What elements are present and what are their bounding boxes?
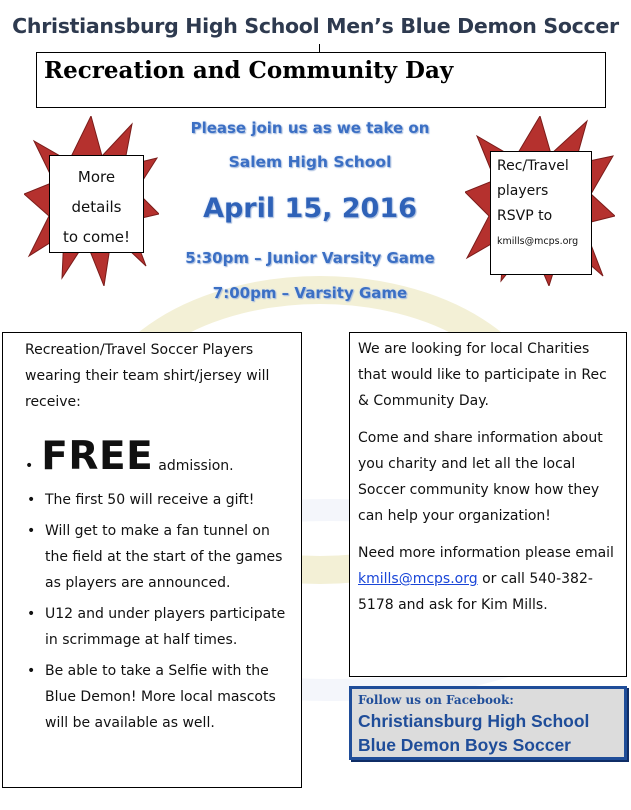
players-intro: Recreation/Travel Soccer Players wearing their team shirt/jersey will receive: <box>25 342 270 410</box>
charities-para-2: Come and share information about you charity and let all the local Soccer community know how they can help your organization! <box>358 430 603 524</box>
callout-more-details <box>49 155 144 253</box>
contact-text-after: or call 540-382-5178 and ask for Kim Mills. <box>358 571 593 613</box>
event-date: April 15, 2016 <box>203 193 417 224</box>
callout-left-line-1: More <box>77 168 116 186</box>
list-item: • Will get to make a fan tunnel on the field at the start of the games as players are announced. <box>25 518 295 596</box>
charities-para-1: We are looking for local Charities that would like to participate in Rec & Community Day. <box>358 341 607 409</box>
school-title: Christiansburg High School Men’s Blue Demon Soccer <box>12 14 619 38</box>
facebook-page-name-line-1: Christiansburg High School <box>358 711 590 731</box>
callout-right-line-3: RSVP to <box>497 208 553 224</box>
callout-right-line-1: Rec/Travel <box>497 158 569 174</box>
free-word: FREE <box>41 434 154 479</box>
free-admission-item <box>25 435 301 479</box>
charities-para-3 <box>358 540 620 618</box>
jv-game-time: 5:30pm – Junior Varsity Game <box>185 249 435 267</box>
email-link[interactable]: kmills@mcps.org <box>358 571 478 587</box>
venue-text: Salem High School <box>228 153 392 171</box>
bullet-icon: • <box>25 458 34 474</box>
callout-rsvp-email: kmills@mcps.org <box>497 236 579 247</box>
invite-text: Please join us as we take on <box>190 119 430 137</box>
facebook-page-name-line-2: Blue Demon Boys Soccer <box>358 735 571 755</box>
players-panel <box>2 332 302 788</box>
event-title-box <box>36 52 606 108</box>
varsity-game-time: 7:00pm – Varsity Game <box>212 284 408 302</box>
list-item: • The first 50 will receive a gift! <box>25 487 295 513</box>
list-item: • Be able to take a Selfie with the Blue Demon! More local mascots will be available as well. <box>25 658 295 736</box>
event-title: Recreation and Community Day <box>44 57 454 84</box>
facebook-label: Follow us on Facebook: <box>358 693 514 707</box>
contact-text-before: Need more information please email <box>358 545 614 561</box>
facebook-box <box>349 686 627 760</box>
callout-left-line-2: details <box>71 198 122 216</box>
charities-panel <box>349 332 627 677</box>
free-rest: admission. <box>158 458 234 474</box>
list-item: • U12 and under players participate in scrimmage at half times. <box>25 601 295 653</box>
callout-rsvp <box>490 151 592 275</box>
callout-left-line-3: to come! <box>62 228 131 246</box>
callout-right-line-2: players <box>497 183 549 199</box>
players-benefits-list <box>25 487 301 736</box>
